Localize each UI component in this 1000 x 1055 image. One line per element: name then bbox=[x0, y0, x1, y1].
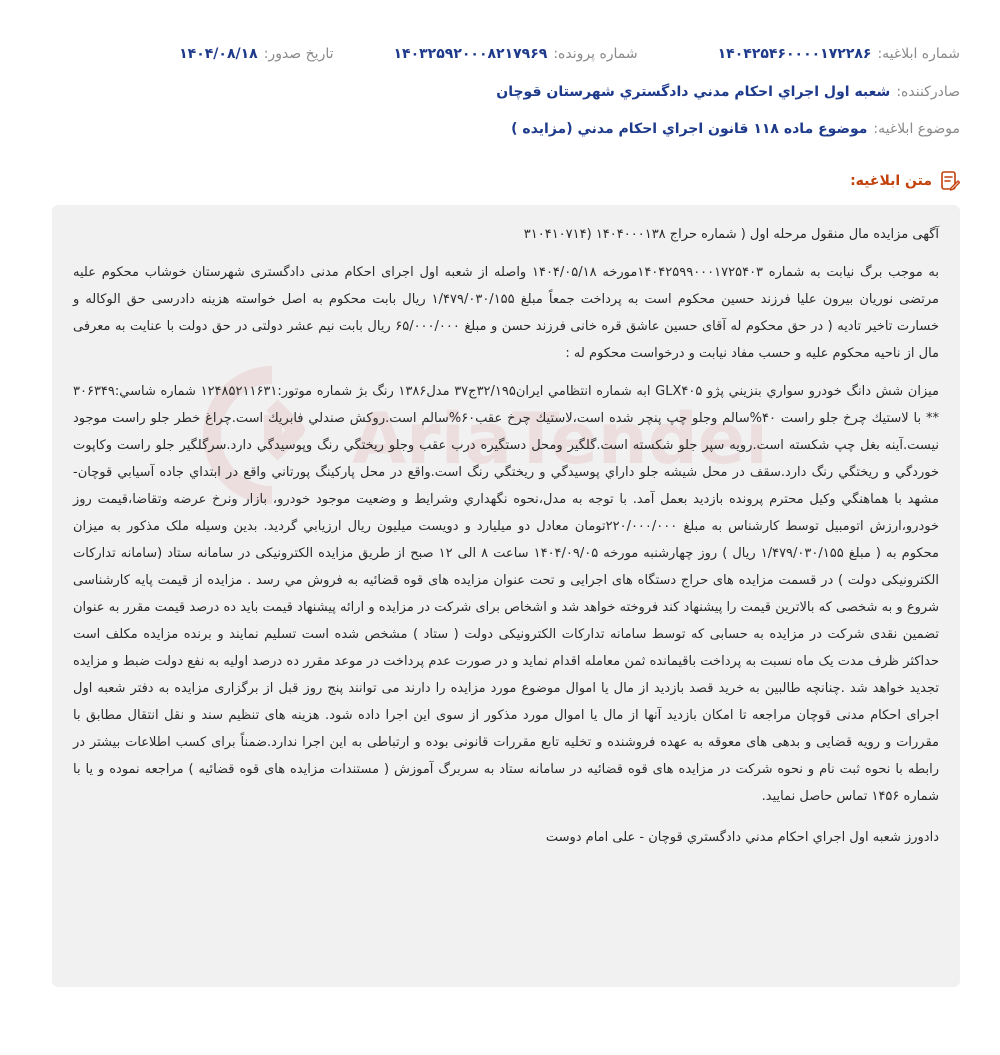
case-number bbox=[394, 46, 638, 62]
issuer-row bbox=[40, 84, 960, 100]
subject-label: موضوع ابلاغیه: bbox=[873, 121, 960, 137]
notice-signature: دادورز شعبه اول اجراي احكام مدني دادگستري قوچان - علی امام دوست bbox=[545, 830, 939, 845]
notice-meta-row bbox=[40, 46, 960, 62]
document-edit-icon bbox=[940, 170, 960, 192]
notice-section-title bbox=[850, 170, 960, 192]
issue-date-label: تاریخ صدور: bbox=[263, 46, 334, 62]
svg-text:AriaTender.net: AriaTender bbox=[352, 398, 762, 480]
issue-date bbox=[179, 46, 333, 62]
notice-section-label: متن ابلاغیه: bbox=[850, 173, 932, 189]
notice-paragraph-2: میزان شش دانگ خودرو سواري بنزيني پژو GLX۴۰۵ ابه شماره انتظامي ايران۳۲/۱۹۵ج۳۷ مدل۱۳۸۶ رنگ بژ شماره موتور:۱۲۴۸۵۲۱۱۶۳۱ شماره شاسي:۳۰۶۳۴۹ ** با لاستيك چرخ جلو راست ۴۰%سالم وجلو چپ پنچر شده است،لاستيك چرخ عقب۶۰%سالم است.روكش صندلي فابريك است.چراغ خطر جلو راست موجود نيست.آينه بغل چپ شكسته است.رويه سپر جلو شكسته است.گلگير ومحل دستگيره درب عقب وجلو ريختگي رنگ وپوسيدگي دارد.سرگلگير جلو راست وكاپوت خوردگي و ريختگي رنگ دارد.سقف در محل شيشه جلو داراي پوسيدگي و ريختگي رنگ است.واقع در محل پاركينگ پورتاني واقع در ابتداي جاده آسيابي قوچان-مشهد با هماهنگي وكيل محترم پرونده بازديد بعمل آمد. با توجه به مدل،نحوه نگهداري وشرايط و وضعيت موجود خودرو، بازار ونرخ عرضه وتقاضا،قيمت روز خودرو،ارزش اتومبيل توسط كارشناس به مبلغ ۲۲۰/۰۰۰/۰۰۰تومان معادل دو ميليارد و دويست ميليون ريال ارزيابي گرديد. بدین وسیله ملک مذکور به میزان محکوم به ( مبلغ ۱/۴۷۹/۰۳۰/۱۵۵ ریال ) روز چهارشنبه مورخه ۱۴۰۴/۰۹/۰۵ ساعت ۸ الی ۱۲ صبح از طریق مزایده الکترونیکی در سامانه ستاد (سامانه تدارکات الکترونیکی دولت ) در قسمت مزایده های حراج دستگاه های اجرایی و تحت عنوان مزایده های قوه قضائیه به فروش مي رسد . مزایده از قیمت پایه کارشناسی شروع و به شخصی که بالاترین قیمت را پیشنهاد کند فروخته خواهد شد و اشخاص برای شرکت در مزایده و ارائه پیشنهاد قیمت باید ده درصد قیمت مقرر به عنوان تضمین نقدی شرکت در مزایده به حسابی که توسط سامانه تدارکات الکترونیکی دولت ( ستاد ) مشخص شده است تسلیم نمایند و برنده مزایده مکلف است حداکثر ظرف مدت یک ماه نسبت به پرداخت باقیمانده ثمن معامله اقدام نماید و در صورت عدم پرداخت در موعد مقرر ده درصد اولیه به نفع دولت ضبط و مزایده تجدید خواهد شد .چنانچه طالبین به خرید قصد بازدید از مال یا اموال موضوع مورد مزایده را دارند می توانند پنج روز قبل از برگزاری مزایده به دفتر شعبه اول اجرای احکام مدنی قوچان مراجعه تا امکان بازدید آنها از مال یا اموال مورد مذکور از سوی این اجرا داده شود. هزینه های تنظیم سند و نقل انتقال مطابق با مقررات و رویه قضایی و بدهی های معوقه به عهده فروشنده و تخلیه تابع مقررات قانونی بوده و ارتباطی به این اجرا ندارد.ضمناً برای کسب اطلاعات بیشتر در رابطه با نحوه ثبت نام و نحوه شرکت در مزایده های قوه قضائیه در سامانه ستاد به سربرگ آموزش ( مستندات مزایده های قوه قضائیه ) مراجعه نموده و یا با شماره ۱۴۵۶ تماس حاصل نمایید. bbox=[73, 384, 940, 804]
subject-row bbox=[40, 121, 960, 137]
issue-date-value: ۱۴۰۴/۰۸/۱۸ bbox=[179, 46, 258, 62]
issuer-value: شعبه اول اجراي احكام مدني دادگستري شهرستان قوچان bbox=[496, 84, 891, 100]
subject-value: موضوع ماده ۱۱۸ قانون اجراي احكام مدني (مزايده ) bbox=[511, 121, 868, 137]
notice-number-value: ۱۴۰۴۲۵۴۶۰۰۰۰۱۷۲۲۸۶ bbox=[717, 46, 872, 62]
subject bbox=[511, 121, 960, 137]
case-number-value: ۱۴۰۳۲۵۹۲۰۰۰۸۲۱۷۹۶۹ bbox=[393, 46, 548, 62]
issuer bbox=[496, 84, 960, 100]
issuer-label: صادرکننده: bbox=[896, 84, 960, 100]
notice-content-box bbox=[52, 205, 960, 987]
notice-number bbox=[718, 46, 960, 62]
notice-heading: آگهی مزایده مال منقول مرحله اول ( شماره حراج ۱۴۰۴۰۰۰۱۳۸ (۳۱۰۴۱۰۷۱۴ bbox=[523, 227, 939, 242]
notice-paragraph-1: به موجب برگ نیابت به شماره ۱۴۰۴۲۵۹۹۰۰۰۱۷۲۵۴۰۳مورخه ۱۴۰۴/۰۵/۱۸ واصله از شعبه اول اجرای احکام مدنی دادگستری شهرستان خوشاب محکوم علیه مرتضی نوریان بیرون علیا فرزند حسین محکوم است به پرداخت جمعاً مبلغ ۱/۴۷۹/۰۳۰/۱۵۵ ریال بابت محکوم به اصل خواسته هزینه دادرسی حق الوکاله و خسارت تاخیر تادیه ( در حق محکوم له آقای حسین عاشق قره خانی فرزند حسن و مبلغ ۶۵/۰۰۰/۰۰۰ ریال بابت نیم عشر دولتی در حق دولت با عنایت به معرفی مال از ناحیه محکوم علیه و حسب مفاد نیابت و درخواست محکوم له : bbox=[73, 265, 940, 361]
case-number-label: شماره پرونده: bbox=[553, 46, 638, 62]
notice-number-label: شماره ابلاغیه: bbox=[877, 46, 960, 62]
